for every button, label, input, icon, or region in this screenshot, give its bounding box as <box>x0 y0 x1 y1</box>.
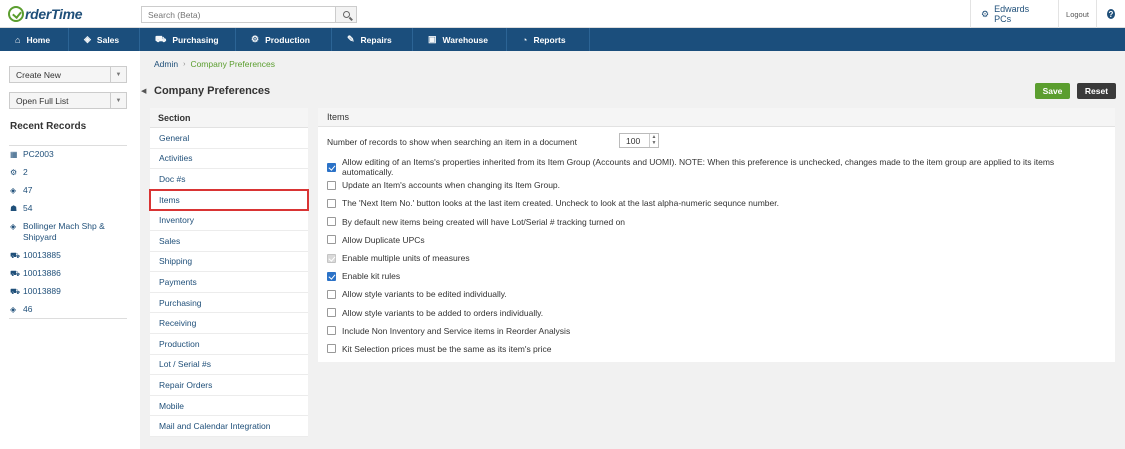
home-icon: ⌂ <box>15 34 21 45</box>
create-new-dropdown[interactable] <box>9 66 127 83</box>
tag-icon: ◈ <box>10 305 17 314</box>
num-records-row <box>327 134 657 147</box>
search-box <box>141 6 357 23</box>
pref-label: Enable kit rules <box>342 271 401 282</box>
help-button[interactable] <box>1096 0 1125 28</box>
section-item-mail-calendar[interactable]: Mail and Calendar Integration <box>150 416 308 437</box>
section-item-receiving[interactable]: Receiving <box>150 313 308 334</box>
checkbox[interactable] <box>327 272 336 281</box>
pref-label: Enable multiple units of measures <box>342 253 470 264</box>
pref-row <box>327 194 1107 212</box>
reset-button[interactable]: Reset <box>1077 83 1116 99</box>
logout-link[interactable]: Logout <box>1058 0 1096 28</box>
company-name: Edwards PCs <box>994 4 1030 24</box>
pref-label: By default new items being created will have Lot/Serial # tracking turned on <box>342 216 626 227</box>
wrench-icon: ✎ <box>347 34 355 44</box>
pref-label: Allow Duplicate UPCs <box>342 234 425 245</box>
pref-row <box>327 267 1107 285</box>
pref-label: Include Non Inventory and Service items in Reorder Analysis <box>342 325 571 336</box>
recent-records-title: Recent Records <box>10 121 87 132</box>
pref-row <box>327 304 1107 322</box>
checkbox[interactable] <box>327 217 336 226</box>
num-records-input[interactable] <box>619 133 659 148</box>
recent-record-label: Bollinger Mach Shp & Shipyard <box>23 221 105 242</box>
logo-text: rderTime <box>25 6 83 22</box>
pref-row <box>327 322 1107 340</box>
pref-row <box>327 285 1107 303</box>
spinner-icon[interactable]: ▲ ▼ <box>649 134 658 147</box>
cart-icon: ⛟ <box>10 287 21 296</box>
breadcrumb <box>154 59 275 69</box>
nav-purchasing[interactable] <box>140 28 236 51</box>
recent-record[interactable] <box>10 250 128 261</box>
pref-row <box>327 213 1107 231</box>
user-icon: ☗ <box>10 204 18 213</box>
nav-repairs-label: Repairs <box>360 34 392 45</box>
recent-record[interactable] <box>10 167 128 178</box>
tag-icon: ◈ <box>84 34 91 44</box>
top-bar <box>0 0 1125 28</box>
section-item-lot-serial[interactable]: Lot / Serial #s <box>150 355 308 376</box>
divider <box>9 318 127 319</box>
tag-icon: ◈ <box>10 186 17 195</box>
pref-label: Allow style variants to be added to orders individually. <box>342 307 544 318</box>
checkbox[interactable] <box>327 199 336 208</box>
section-header: Section <box>150 108 308 128</box>
divider <box>9 145 127 146</box>
num-records-value: 100 <box>626 135 641 146</box>
section-item-purchasing[interactable]: Purchasing <box>150 293 308 314</box>
cart-icon: ⛟ <box>155 33 167 44</box>
nav-sales[interactable] <box>69 28 140 51</box>
gear-icon: ⚙ <box>10 168 18 177</box>
recent-record-label: 47 <box>23 185 33 195</box>
nav-warehouse[interactable] <box>413 28 507 51</box>
pie-chart-icon: ◔ <box>522 34 528 45</box>
recent-records-list <box>10 149 128 322</box>
box-icon: ▣ <box>428 34 437 44</box>
recent-record[interactable] <box>10 286 128 297</box>
recent-record[interactable] <box>10 149 128 160</box>
left-sidebar <box>0 51 140 449</box>
section-item-doc-numbers[interactable]: Doc #s <box>150 169 308 190</box>
pref-label: Allow style variants to be edited individually. <box>342 289 507 300</box>
checkbox[interactable] <box>327 344 336 353</box>
open-full-list-dropdown[interactable] <box>9 92 127 109</box>
collapse-sidebar-icon[interactable]: ◀ <box>141 88 147 95</box>
items-panel-header: Items <box>318 108 1115 127</box>
page-title: Company Preferences <box>154 85 271 97</box>
recent-record[interactable] <box>10 185 128 196</box>
items-preferences-panel <box>318 108 1115 362</box>
recent-record-label: 10013886 <box>23 268 61 278</box>
company-menu[interactable] <box>970 0 1058 28</box>
checkbox[interactable] <box>327 181 336 190</box>
recent-record[interactable] <box>10 203 128 214</box>
section-item-payments[interactable]: Payments <box>150 272 308 293</box>
grid-icon: ▦ <box>10 150 18 159</box>
nav-production-label: Production <box>265 34 310 45</box>
section-item-mobile[interactable]: Mobile <box>150 396 308 417</box>
cart-icon: ⛟ <box>10 251 21 260</box>
nav-home-label: Home <box>26 34 51 45</box>
recent-record[interactable] <box>10 221 128 243</box>
top-right-menu <box>970 0 1125 28</box>
section-panel <box>150 108 308 436</box>
checkbox[interactable] <box>327 163 336 172</box>
pref-row <box>327 249 1107 267</box>
save-button[interactable]: Save <box>1035 83 1070 99</box>
recent-record-label: 10013889 <box>23 286 61 296</box>
breadcrumb-separator: › <box>183 60 186 68</box>
section-item-activities[interactable]: Activities <box>150 149 308 170</box>
cart-icon: ⛟ <box>10 269 21 278</box>
checkbox[interactable] <box>327 326 336 335</box>
open-full-list-label: Open Full List <box>16 95 69 106</box>
checkbox[interactable] <box>327 235 336 244</box>
section-item-items[interactable]: Items <box>150 190 308 211</box>
logo-check-icon <box>8 6 24 22</box>
pref-label: Allow editing of an Items's properties inherited from its Item Group (Accounts and UOMI). NOTE: When this preference is unchecked, changes made to the item group are applied to its items automatically. <box>342 157 1055 178</box>
num-records-label: Number of records to show when searching an item in a document <box>327 137 577 147</box>
pref-row <box>327 158 1107 176</box>
pref-row <box>327 176 1107 194</box>
search-icon <box>343 11 350 18</box>
pref-label: The 'Next Item No.' button looks at the last item created. Uncheck to look at the last alpha-numeric sequnce number. <box>342 198 779 209</box>
chevron-down-icon: ▼ <box>110 93 126 108</box>
breadcrumb-current: Company Preferences <box>190 59 276 69</box>
nav-sales-label: Sales <box>96 34 120 45</box>
search-button[interactable] <box>335 7 356 22</box>
gears-icon: ⚙ <box>251 34 260 44</box>
chevron-down-icon: ▼ <box>110 67 126 82</box>
pref-label: Kit Selection prices must be the same as its item's price <box>342 343 552 354</box>
section-item-repair-orders[interactable]: Repair Orders <box>150 375 308 396</box>
recent-record-label: PC2003 <box>23 149 54 159</box>
checkbox-disabled <box>327 254 336 263</box>
checkbox[interactable] <box>327 308 336 317</box>
recent-record-label: 46 <box>23 304 33 314</box>
recent-record[interactable] <box>10 304 128 315</box>
breadcrumb-admin[interactable]: Admin <box>154 59 179 69</box>
section-item-shipping[interactable]: Shipping <box>150 252 308 273</box>
recent-record-label: 2 <box>23 167 28 177</box>
recent-record-label: 10013885 <box>23 250 61 260</box>
main-nav <box>0 28 1125 51</box>
nav-production[interactable] <box>236 28 332 51</box>
preferences-list <box>327 158 1107 358</box>
section-item-general[interactable]: General <box>150 128 308 149</box>
section-item-production[interactable]: Production <box>150 334 308 355</box>
create-new-label: Create New <box>16 69 61 80</box>
nav-reports-label: Reports <box>533 34 566 45</box>
pref-row <box>327 231 1107 249</box>
search-input[interactable] <box>142 7 335 22</box>
recent-record[interactable] <box>10 268 128 279</box>
section-item-inventory[interactable]: Inventory <box>150 210 308 231</box>
nav-reports[interactable] <box>507 28 590 51</box>
gear-icon: ⚙ <box>981 8 990 19</box>
nav-home[interactable] <box>0 28 69 51</box>
pref-label: Update an Item's accounts when changing its Item Group. <box>342 180 561 191</box>
section-item-sales[interactable]: Sales <box>150 231 308 252</box>
tag-icon: ◈ <box>10 222 17 231</box>
nav-repairs[interactable] <box>332 28 413 51</box>
checkbox[interactable] <box>327 290 336 299</box>
nav-purchasing-label: Purchasing <box>172 34 219 45</box>
recent-record-label: 54 <box>23 203 33 213</box>
help-icon: ? <box>1108 9 1114 19</box>
nav-warehouse-label: Warehouse <box>442 34 489 45</box>
pref-row <box>327 340 1107 358</box>
ordertime-logo[interactable] <box>8 5 82 23</box>
